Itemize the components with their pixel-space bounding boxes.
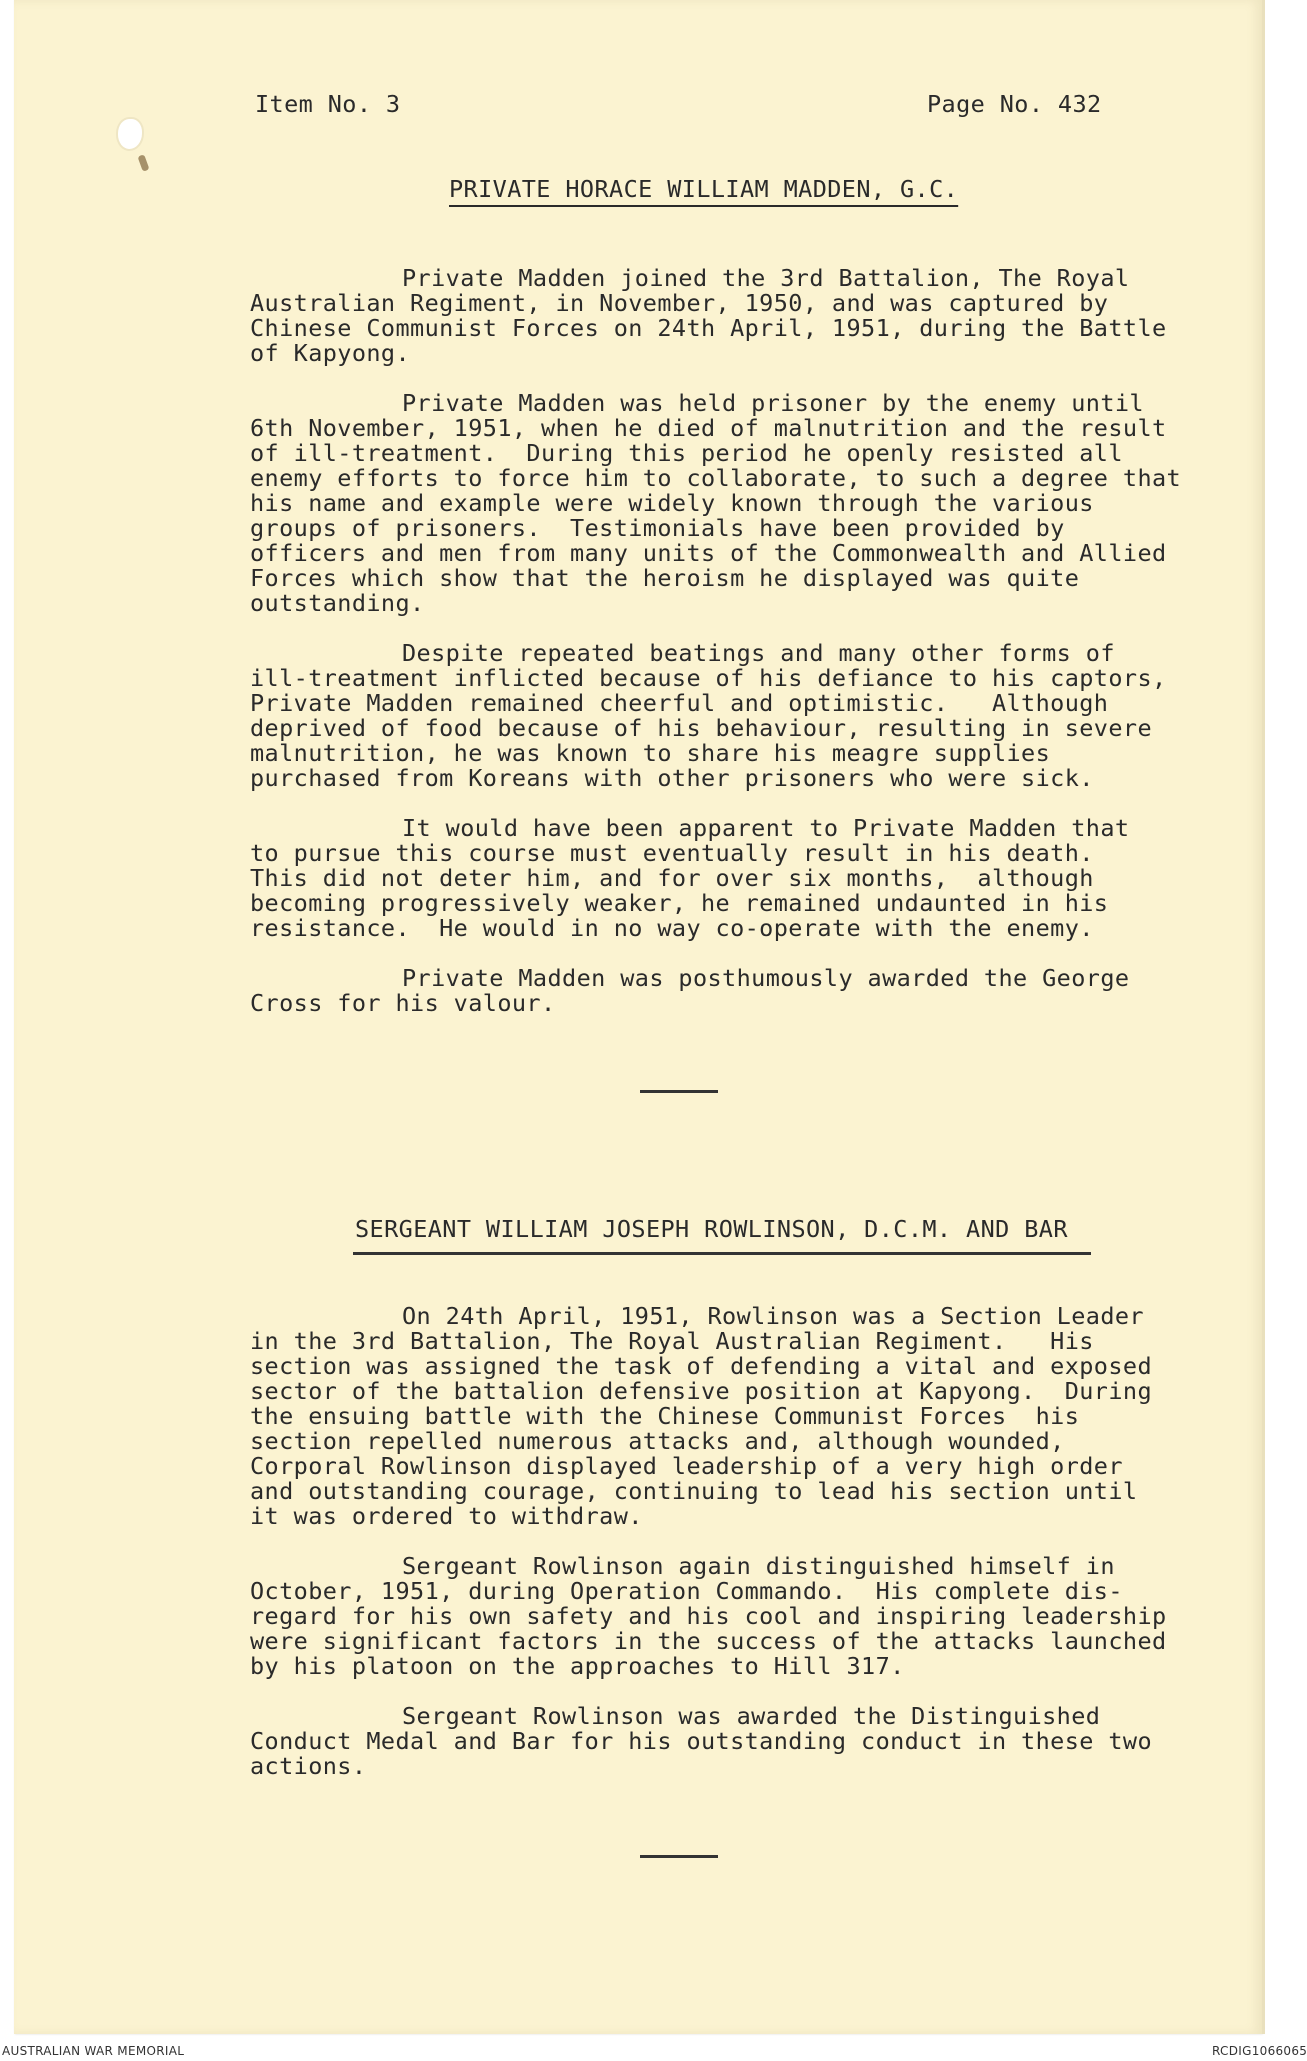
archive-id: RCDIG1066065: [1212, 2044, 1307, 2058]
title-underline: [353, 1252, 1091, 1255]
text-line: Private Madden remained cheerful and optimistic. Although: [250, 689, 1109, 717]
page-edge: [1262, 0, 1265, 2034]
text-line: On 24th April, 1951, Rowlinson was a Section Leader: [402, 1302, 1144, 1330]
text-line: 6th November, 1951, when he died of malnutrition and the result: [250, 414, 1167, 442]
paragraph: [250, 1704, 1230, 1779]
section-body-madden: [250, 266, 1230, 1041]
text-line: Private Madden was held prisoner by the enemy until: [402, 389, 1144, 417]
text-line: regard for his own safety and his cool and inspiring leadership: [250, 1602, 1167, 1630]
text-line: actions.: [250, 1752, 367, 1780]
text-line: Cross for his valour.: [250, 989, 556, 1017]
text-line: Chinese Communist Forces on 24th April, 1951, during the Battle: [250, 314, 1167, 342]
text-line: to pursue this course must eventually result in his death.: [250, 839, 1094, 867]
text-line: resistance. He would in no way co-operate with the enemy.: [250, 914, 1094, 942]
text-line: ill-treatment inflicted because of his defiance to his captors,: [250, 664, 1167, 692]
text-line: Corporal Rowlinson displayed leadership of a very high order: [250, 1452, 1123, 1480]
section-divider: [640, 1090, 718, 1093]
text-line: and outstanding courage, continuing to lead his section until: [250, 1477, 1138, 1505]
text-line: malnutrition, he was known to share his meagre supplies: [250, 739, 1051, 767]
paragraph: [250, 641, 1230, 791]
text-line: his name and example were widely known through the various: [250, 489, 1094, 517]
text-line: were significant factors in the success of the attacks launched: [250, 1627, 1167, 1655]
paragraph: [250, 966, 1230, 1016]
text-line: Conduct Medal and Bar for his outstanding conduct in these two: [250, 1727, 1152, 1755]
text-line: Despite repeated beatings and many other forms of: [402, 639, 1115, 667]
paragraph: [250, 266, 1230, 366]
text-line: groups of prisoners. Testimonials have been provided by: [250, 514, 1065, 542]
section-title-rowlinson: SERGEANT WILLIAM JOSEPH ROWLINSON, D.C.M. AND BAR: [355, 1215, 1068, 1243]
text-line: purchased from Koreans with other prisoners who were sick.: [250, 764, 1094, 792]
text-line: the ensuing battle with the Chinese Communist Forces his: [250, 1402, 1080, 1430]
text-line: section repelled numerous attacks and, although wounded,: [250, 1427, 1065, 1455]
text-line: deprived of food because of his behaviour, resulting in severe: [250, 714, 1152, 742]
text-line: Australian Regiment, in November, 1950, and was captured by: [250, 289, 1109, 317]
end-divider: [640, 1855, 718, 1858]
section-body-rowlinson: [250, 1304, 1230, 1804]
text-line: enemy efforts to force him to collaborate, to such a degree that: [250, 464, 1182, 492]
paragraph: [250, 1304, 1230, 1529]
text-line: Forces which show that the heroism he displayed was quite: [250, 564, 1080, 592]
text-line: of Kapyong.: [250, 339, 411, 367]
text-line: Private Madden joined the 3rd Battalion, The Royal: [402, 264, 1130, 292]
paragraph: [250, 391, 1230, 616]
text-line: Private Madden was posthumously awarded the George: [402, 964, 1130, 992]
text-line: it was ordered to withdraw.: [250, 1502, 643, 1530]
text-line: of ill-treatment. During this period he openly resisted all: [250, 439, 1123, 467]
text-line: outstanding.: [250, 589, 425, 617]
text-line: This did not deter him, and for over six months, although: [250, 864, 1094, 892]
text-line: sector of the battalion defensive position at Kapyong. During: [250, 1377, 1152, 1405]
paragraph: [250, 1554, 1230, 1679]
item-number: Item No. 3: [255, 90, 401, 118]
text-line: Sergeant Rowlinson was awarded the Distinguished: [402, 1702, 1101, 1730]
text-line: in the 3rd Battalion, The Royal Australian Regiment. His: [250, 1327, 1094, 1355]
text-line: by his platoon on the approaches to Hill 317.: [250, 1652, 905, 1680]
text-line: October, 1951, during Operation Commando. His complete dis-: [250, 1577, 1123, 1605]
archive-credit: AUSTRALIAN WAR MEMORIAL: [2, 2044, 185, 2058]
text-line: becoming progressively weaker, he remained undaunted in his: [250, 889, 1109, 917]
text-line: Sergeant Rowlinson again distinguished himself in: [402, 1552, 1115, 1580]
text-line: officers and men from many units of the Commonwealth and Allied: [250, 539, 1167, 567]
page-number: Page No. 432: [927, 90, 1102, 118]
section-title-madden: PRIVATE HORACE WILLIAM MADDEN, G.C.: [449, 175, 959, 203]
text-line: section was assigned the task of defending a vital and exposed: [250, 1352, 1152, 1380]
text-line: It would have been apparent to Private Madden that: [402, 814, 1130, 842]
paragraph: [250, 816, 1230, 941]
